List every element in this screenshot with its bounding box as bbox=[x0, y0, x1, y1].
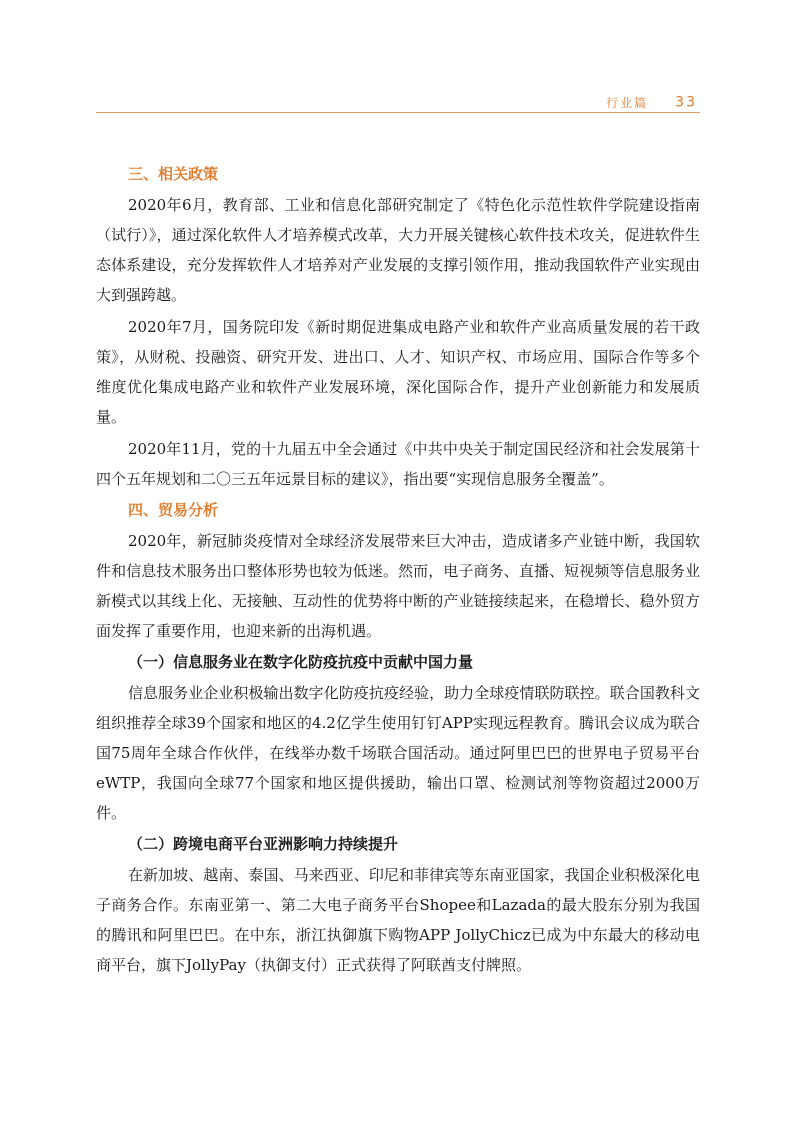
subsection-heading-1: （一）信息服务业在数字化防疫抗疫中贡献中国力量 bbox=[128, 653, 474, 671]
subsection-heading-2: （二）跨境电商平台亚洲影响力持续提升 bbox=[128, 835, 399, 853]
header-divider bbox=[96, 112, 700, 113]
header-section-label: 行业篇 bbox=[606, 96, 649, 110]
policy-paragraph-2: 2020年7月，国务院印发《新时期促进集成电路产业和软件产业高质量发展的若干政策》，从财税、投融资、研究开发、进出口、人才、知识产权、市场应用、国际合作等多个维度优化集成电路产业和软件产业发展环境，深化国际合作，提升产业创新能力和发展质量。 bbox=[96, 318, 700, 426]
subsection-paragraph-2: 在新加坡、越南、泰国、马来西亚、印尼和菲律宾等东南亚国家，我国企业积极深化电子商务合作。东南亚第一、第二大电子商务平台Shopee和Lazada的最大股东分别为我国的腾讯和阿里巴巴。在中东，浙江执御旗下购物APP JollyChicz已成为中东最大的移动电商平台，旗下JollyPay（执御支付）正式获得了阿联酋支付牌照。 bbox=[96, 866, 700, 974]
section-heading-trade: 四、贸易分析 bbox=[128, 501, 219, 519]
section-heading-policy: 三、相关政策 bbox=[128, 165, 219, 183]
policy-paragraph-1: 2020年6月，教育部、工业和信息化部研究制定了《特色化示范性软件学院建设指南（试行）》，通过深化软件人才培养模式改革，大力开展关键核心软件技术攻关，促进软件生态体系建设，充分发挥软件人才培养对产业发展的支撑引领作用，推动我国软件产业实现由大到强跨越。 bbox=[96, 196, 700, 304]
subsection-paragraph-1: 信息服务业企业积极输出数字化防疫抗疫经验，助力全球疫情联防联控。联合国教科文组织推荐全球39个国家和地区的4.2亿学生使用钉钉APP实现远程教育。腾讯会议成为联合国75周年全球合作伙伴，在线举办数千场联合国活动。通过阿里巴巴的世界电子贸易平台eWTP，我国向全球77个国家和地区提供援助，输出口罩、检测试剂等物资超过2000万件。 bbox=[96, 684, 701, 822]
page-number: 33 bbox=[675, 94, 697, 111]
page-header bbox=[606, 92, 697, 111]
policy-paragraph-3: 2020年11月，党的十九届五中全会通过《中共中央关于制定国民经济和社会发展第十四个五年规划和二〇三五年远景目标的建议》，指出要“实现信息服务全覆盖”。 bbox=[96, 440, 700, 488]
document-body bbox=[96, 158, 700, 980]
trade-paragraph-1: 2020年，新冠肺炎疫情对全球经济发展带来巨大冲击，造成诸多产业链中断，我国软件和信息技术服务出口整体形势也较为低迷。然而，电子商务、直播、短视频等信息服务业新模式以其线上化、无接触、互动性的优势将中断的产业链接续起来，在稳增长、稳外贸方面发挥了重要作用，也迎来新的出海机遇。 bbox=[96, 532, 700, 640]
